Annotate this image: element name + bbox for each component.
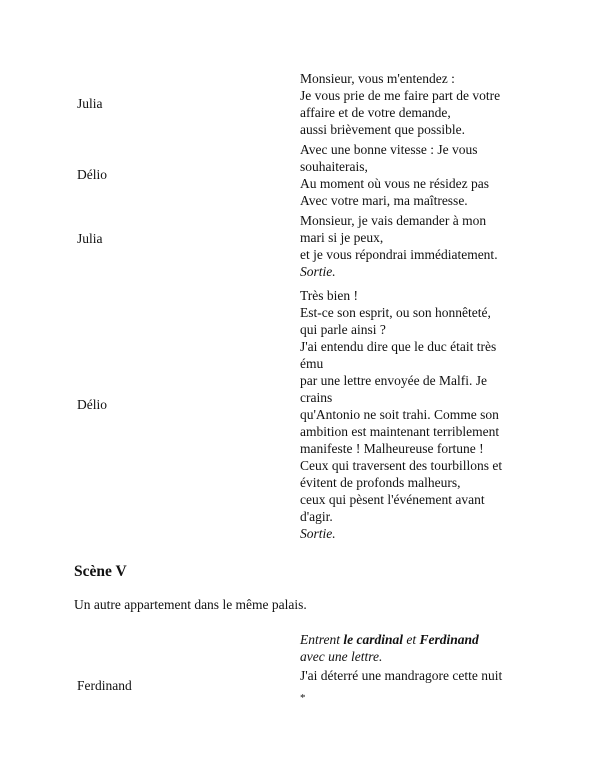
- dialogue-line: Monsieur, vous m'entendez :: [300, 71, 455, 86]
- dialogue-line: Avec votre mari, ma maîtresse.: [300, 193, 468, 208]
- footnote-marker: *: [300, 692, 306, 704]
- dialogue-lines: [300, 141, 550, 209]
- dialogue-block: [0, 212, 600, 280]
- stage-direction: [300, 631, 550, 648]
- dialogue-line: ambition est maintenant terriblement: [300, 424, 500, 439]
- stage-text: Entrent: [300, 632, 344, 647]
- dialogue-line: Monsieur, je vais demander à mon: [300, 213, 487, 228]
- dialogue-line: Est-ce son esprit, ou son honnêteté,: [300, 305, 491, 320]
- dialogue-line: Très bien !: [300, 288, 359, 303]
- dialogue-block: [0, 70, 600, 138]
- scene-title: Scène V: [74, 563, 127, 580]
- dialogue-line: crains: [300, 390, 333, 405]
- dialogue-line: souhaiterais,: [300, 159, 368, 174]
- dialogue-line: J'ai entendu dire que le duc était très: [300, 339, 497, 354]
- character-name: Ferdinand: [419, 632, 479, 647]
- speaker-name: Délio: [77, 397, 107, 412]
- dialogue-line: affaire et de votre demande,: [300, 105, 451, 120]
- dialogue-line: évitent de profonds malheurs,: [300, 475, 461, 490]
- stage-text: et: [403, 632, 420, 647]
- speaker-name: Délio: [77, 167, 107, 182]
- character-name: le cardinal: [343, 632, 403, 647]
- stage-direction-lines: [300, 631, 550, 665]
- dialogue-line: d'agir.: [300, 509, 333, 524]
- dialogue-line: Avec une bonne vitesse : Je vous: [300, 142, 478, 157]
- stage-direction: avec une lettre.: [300, 649, 383, 664]
- dialogue-line: mari si je peux,: [300, 230, 384, 245]
- dialogue-line: Je vous prie de me faire part de votre: [300, 88, 501, 103]
- dialogue-line: aussi brièvement que possible.: [300, 122, 465, 137]
- dialogue-lines: [300, 70, 550, 138]
- dialogue-line: qui parle ainsi ?: [300, 322, 386, 337]
- dialogue-line: ceux qui pèsent l'événement avant: [300, 492, 485, 507]
- dialogue-line: J'ai déterré une mandragore cette nuit: [300, 668, 503, 683]
- dialogue-block: [0, 141, 600, 209]
- dialogue-lines: [300, 667, 550, 684]
- dialogue-line: manifeste ! Malheureuse fortune !: [300, 441, 484, 456]
- dialogue-lines: [300, 287, 550, 542]
- scene-description: Un autre appartement dans le même palais.: [74, 597, 307, 612]
- stage-direction: Sortie.: [300, 526, 336, 541]
- stage-direction: Sortie.: [300, 264, 336, 279]
- dialogue-lines: [300, 212, 550, 280]
- speaker-name: Julia: [77, 96, 103, 111]
- dialogue-line: Au moment où vous ne résidez pas: [300, 176, 489, 191]
- dialogue-line: et je vous répondrai immédiatement.: [300, 247, 498, 262]
- entrance-block: [0, 631, 600, 667]
- dialogue-line: par une lettre envoyée de Malfi. Je: [300, 373, 488, 388]
- speaker-name: Julia: [77, 231, 103, 246]
- speaker-name: Ferdinand: [77, 678, 132, 693]
- dialogue-line: ému: [300, 356, 324, 371]
- dialogue-line: qu'Antonio ne soit trahi. Comme son: [300, 407, 499, 422]
- dialogue-block: [0, 287, 600, 542]
- dialogue-line: Ceux qui traversent des tourbillons et: [300, 458, 503, 473]
